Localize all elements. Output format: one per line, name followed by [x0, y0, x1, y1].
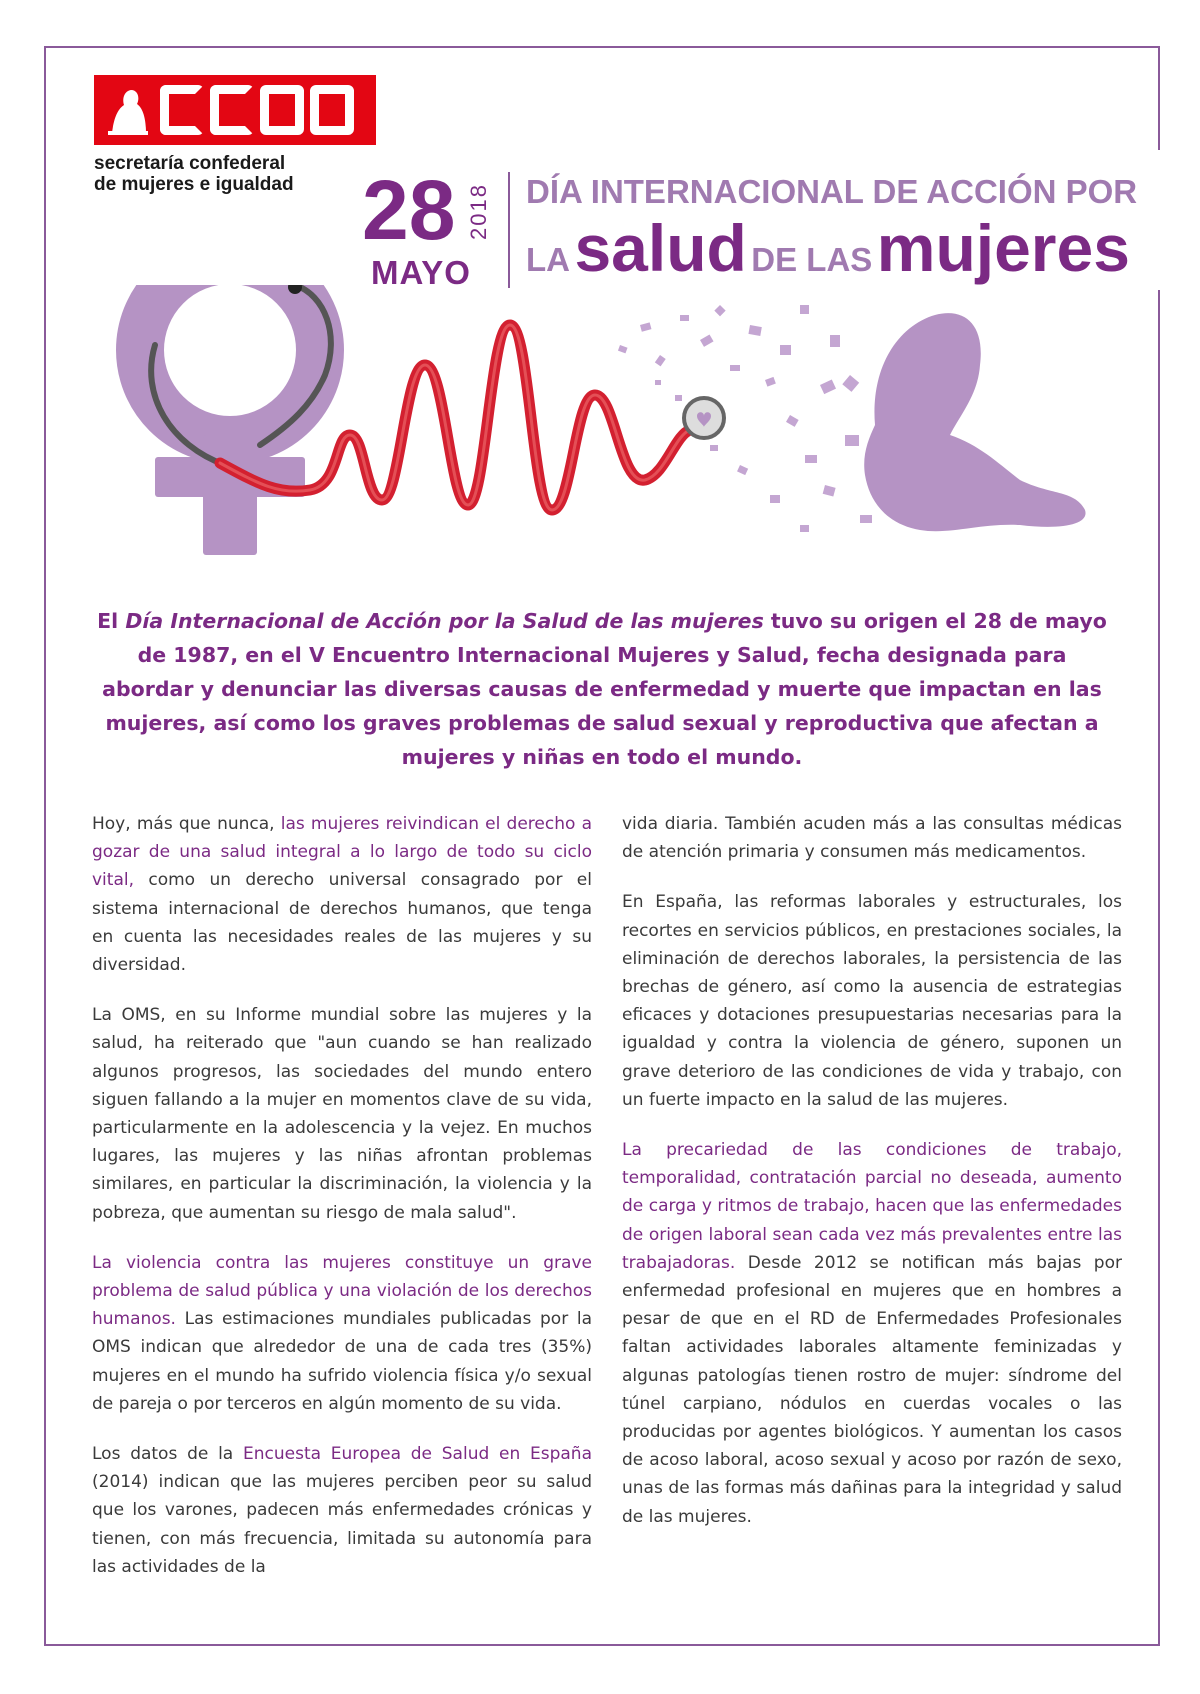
left-paragraph-4 — [92, 1440, 592, 1581]
headline-mujeres: mujeres — [876, 211, 1130, 285]
survey-link: Encuesta Europea de Salud en España — [243, 1444, 593, 1465]
left-column — [92, 810, 592, 1603]
text: Las estimaciones mundiales publicadas por la OMS indican que alrededor de una de cada tres (35%) mujeres en el mundo ha sufrido violencia física y/o sexual de pareja o por terceros en algún momento de su vida. — [92, 1309, 592, 1414]
woman-figure-icon — [104, 83, 150, 137]
intro-rest: tuvo su origen el 28 de mayo de 1987, en el V Encuentro Internacional Mujeres y Salud, fecha designada para abordar y denunciar las diversas causas de enfermedad y muerte que impactan en las mujeres, así como los graves problemas de salud sexual y reproductiva que afectan a mujeres y niñas en todo el mundo. — [102, 609, 1107, 769]
intro-italic-title: Día Internacional de Acción por la Salud de las mujeres — [125, 609, 764, 633]
stethoscope-icon — [151, 285, 724, 510]
right-paragraph-1: vida diaria. También acuden más a las consultas médicas de atención primaria y consumen más medicamentos. — [622, 814, 1122, 863]
date-day: 28 — [362, 163, 456, 257]
logo-letter-c — [210, 85, 254, 135]
right-paragraph-3 — [622, 1136, 1122, 1531]
logo-letter-c — [160, 85, 204, 135]
logo-letter-o — [310, 85, 354, 135]
headline-salud: salud — [574, 211, 747, 285]
text: (2014) indican que las mujeres perciben peor su salud que los varones, padecen más enfermedades crónicas y tienen, con más frecuencia, limitada su autonomía para las actividades de la — [92, 1472, 592, 1577]
left-paragraph-2: La OMS, en su Informe mundial sobre las mujeres y la salud, ha reiterado que "aun cuando se han realizado algunos progresos, las sociedades del mundo entero siguen fallando a la mujer en momentos clave de su vida, particularmente en la adolescencia y la vejez. En muchos lugares, las mujeres y las niñas afrontan problemas similares, en particular la discriminación, la violencia y la pobreza, que aumentan su riesgo de mala salud". — [92, 1005, 592, 1223]
headline-la: LA — [526, 241, 570, 278]
divider — [508, 172, 510, 288]
highlight-text: las mujeres reivindican el derecho a gozar de una salud integral a lo largo de todo su ciclo vital, — [92, 814, 592, 891]
border-gap — [1150, 150, 1170, 290]
headline-de-las: DE LAS — [751, 241, 873, 278]
right-column — [622, 810, 1122, 1553]
headline-line1: DÍA INTERNACIONAL DE ACCIÓN POR — [526, 173, 1138, 210]
left-paragraph-1 — [92, 810, 592, 979]
left-paragraph-3 — [92, 1249, 592, 1418]
headline-line2 — [526, 210, 1130, 286]
logo-letters — [160, 85, 360, 139]
intro-start: El — [97, 609, 126, 633]
text: Desde 2012 se notifican más bajas por enfermedad profesional en mujeres que en hombres a pesar de que en el RD de Enfermedades Profesionales faltan actividades laborales altamente feminizadas y algunas patologías tienen rostro de mujer: síndrome del túnel carpiano, nódulos en cuerdas vocales o las producidas por agentes biológicos. Y aumentan los casos de acoso laboral, acoso sexual y acoso por razón de sexo, unas de las formas más dañinas para la integridad y salud de las mujeres. — [622, 1252, 1122, 1527]
logo-subtitle — [94, 153, 294, 195]
intro-paragraph — [92, 604, 1112, 774]
highlight-text: La precariedad de las condiciones de trabajo, temporalidad, contratación parcial no deseada, aumento de carga y ritmos de trabajo, hacen que las enfermedades de origen laboral sean cada vez más prevalentes entre las trabajadoras. — [622, 1140, 1122, 1273]
highlight-text: La violencia contra las mujeres constituye un grave problema de salud pública y una violación de los derechos humanos. — [92, 1252, 592, 1330]
illustration — [100, 285, 1100, 575]
text: Hoy, más que nunca, — [92, 814, 281, 834]
logo-letter-o — [260, 85, 304, 135]
date-month: MAYO — [371, 254, 471, 291]
ccoo-logo — [94, 75, 376, 145]
text: Los datos de la — [92, 1444, 243, 1465]
text: como un derecho universal consagrado por el sistema internacional de derechos humanos, que tenga en cuenta las necesidades reales de las mujeres y su diversidad. — [92, 870, 592, 976]
logo-subtitle-line1: secretaría confederal — [94, 153, 286, 174]
dispersing-fragments — [618, 305, 872, 532]
date-year: 2018 — [466, 183, 491, 240]
right-paragraph-2: En España, las reformas laborales y estructurales, los recortes en servicios públicos, en prestaciones sociales, la eliminación de derechos laborales, la persistencia de las brechas de género, así como la ausencia de estrategias eficaces y dotaciones presupuestarias necesarias para la igualdad y contra la violencia de género, suponen un grave deterioro de las condiciones de vida y trabajo, con un fuerte impacto en la salud de las mujeres. — [622, 892, 1122, 1110]
seated-woman-silhouette — [864, 313, 1085, 531]
logo-subtitle-line2: de mujeres e igualdad — [94, 174, 294, 195]
